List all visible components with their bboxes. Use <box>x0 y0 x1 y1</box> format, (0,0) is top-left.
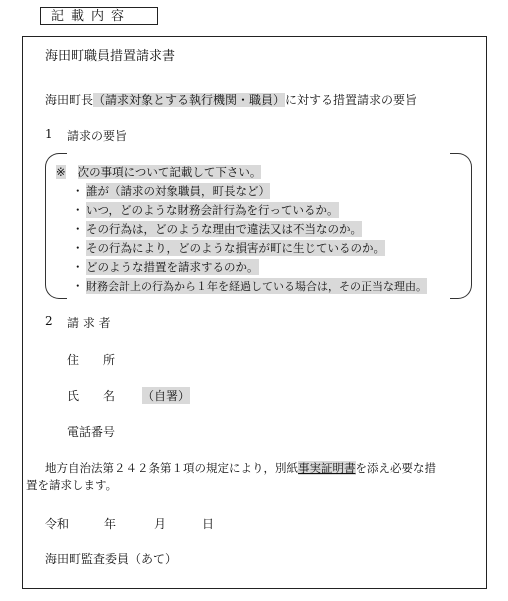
note-item: どのような措置を請求するのか。 <box>86 260 259 274</box>
statement-line2: 置を請求します。 <box>26 478 118 492</box>
note-bracket-right <box>450 153 472 299</box>
section2-number: 2 <box>45 314 53 328</box>
note-bullet: ・ <box>72 222 84 236</box>
note-mark: ※ <box>56 165 66 179</box>
section1-heading: 請求の要旨 <box>67 129 128 143</box>
header-label-box: 記載内容 <box>40 7 158 25</box>
note-item: いつ，どのような財務会計行為を行っているか。 <box>86 203 339 217</box>
note-intro-text: 次の事項について記載して下さい。 <box>77 165 262 179</box>
address-label: 住 所 <box>67 353 116 367</box>
document-frame <box>22 36 487 589</box>
signature-note: （自署） <box>142 389 191 403</box>
subject-suffix: に対する措置請求の要旨 <box>285 93 418 107</box>
note-bullet: ・ <box>72 184 84 198</box>
section2-heading: 請 求 者 <box>67 316 111 330</box>
addressee: 海田町監査委員（あて） <box>45 552 178 566</box>
note-intro <box>56 164 261 180</box>
statement-line1: 地方自治法第２４２条第１項の規定により，別紙事実証明書を添え必要な措 <box>45 461 436 475</box>
subject-target-placeholder: （請求対象とする執行機関・職員） <box>93 93 286 107</box>
date-day-label: 日 <box>202 517 215 531</box>
note-item: その行為により，どのような損害が町に生じているのか。 <box>86 241 385 255</box>
note-item: その行為は，どのような理由で違法又は不当なのか。 <box>86 222 362 236</box>
attached-document-name: 事実証明書 <box>298 461 356 475</box>
date-year-label: 年 <box>104 517 117 531</box>
note-item: 誰が（請求の対象職員，町長など） <box>86 184 270 198</box>
note-bullet: ・ <box>72 241 84 255</box>
note-item: 財務会計上の行為から１年を経過している場合は，その正当な理由。 <box>86 280 427 293</box>
subject-prefix: 海田町長 <box>45 93 94 107</box>
section1-number: 1 <box>45 127 53 141</box>
note-bullet: ・ <box>72 203 84 217</box>
date-era: 令和 <box>45 517 70 531</box>
request-subject-line <box>45 91 417 108</box>
date-month-label: 月 <box>154 517 167 531</box>
note-bullet: ・ <box>72 279 84 293</box>
document-title: 海田町職員措置請求書 <box>45 49 176 64</box>
note-bullet: ・ <box>72 260 84 274</box>
name-label: 氏 名 <box>67 389 116 403</box>
phone-label: 電話番号 <box>67 425 116 439</box>
